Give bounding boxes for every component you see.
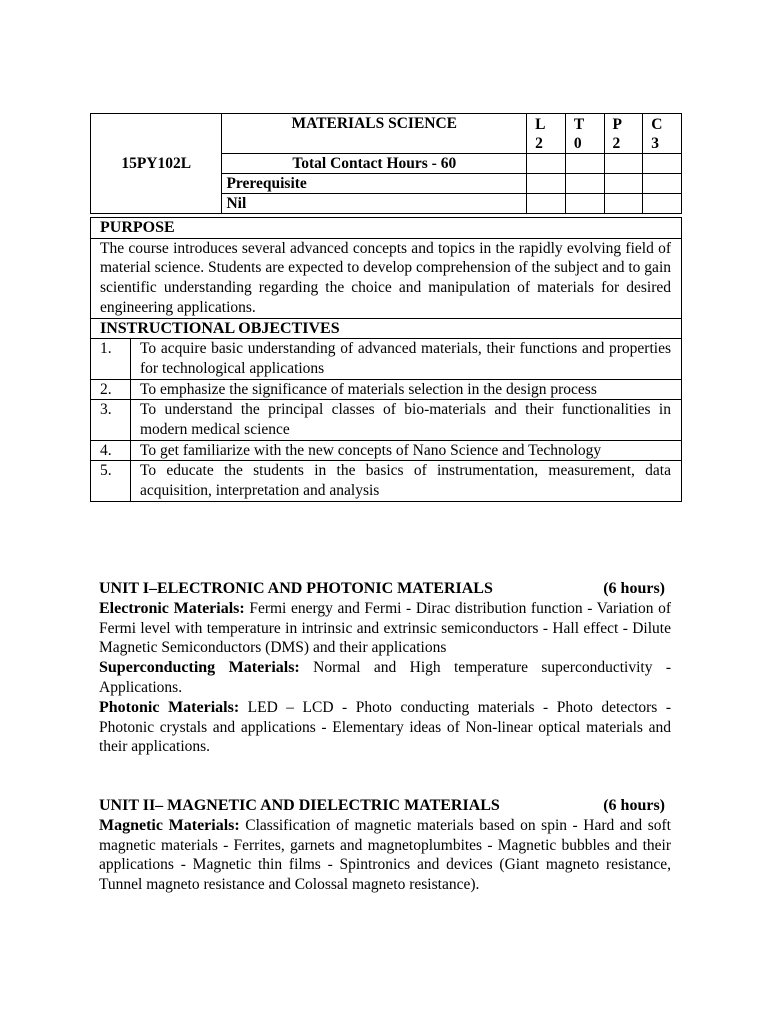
objective-number: 3. bbox=[91, 400, 131, 440]
objective-text: To understand the principal classes of bio-materials and their functionalities in modern medical science bbox=[131, 400, 682, 440]
objective-row bbox=[91, 339, 682, 379]
unit-1-heading bbox=[99, 579, 671, 599]
unit-2-heading bbox=[99, 796, 671, 816]
ltpc-t bbox=[565, 114, 604, 154]
objective-text: To educate the students in the basics of instrumentation, measurement, data acquisition, interpretation and analysis bbox=[131, 461, 682, 501]
section-label: Electronic Materials: bbox=[99, 599, 245, 617]
unit-2 bbox=[99, 796, 671, 895]
objective-text: To emphasize the significance of materials selection in the design process bbox=[131, 379, 682, 400]
section-label: Photonic Materials: bbox=[99, 698, 240, 716]
unit-2-hours: (6 hours) bbox=[603, 797, 665, 814]
ltpc-c-value: 3 bbox=[651, 134, 659, 152]
ltpc-p bbox=[604, 114, 643, 154]
objective-number: 5. bbox=[91, 461, 131, 501]
unit-2-section-magnetic bbox=[99, 816, 671, 895]
unit-1 bbox=[99, 579, 671, 757]
ltpc-c bbox=[643, 114, 682, 154]
prerequisite-value: Nil bbox=[222, 194, 527, 214]
contact-hours: Total Contact Hours - 60 bbox=[222, 154, 527, 174]
ltpc-c-label: C bbox=[651, 115, 663, 133]
section-text: Classification of magnetic materials based on spin - Hard and soft magnetic materials - Ferrites, garnets and magnetoplumbites - Magnetic bubbles and their applications - Magnetic thin films - Spintronics and devices (Giant magneto resistance, Tunnel magneto resistance and Colossal magneto resistance). bbox=[99, 816, 671, 894]
unit-1-section-superconducting bbox=[99, 658, 671, 698]
unit-1-hours: (6 hours) bbox=[603, 580, 665, 597]
ltpc-p-value: 2 bbox=[612, 134, 621, 152]
section-text: Fermi energy and Fermi - Dirac distribution function - Variation of Fermi level with temperature in intrinsic and extrinsic semiconductors - Hall effect - Dilute Magnetic Semiconductors (DMS) and their applications bbox=[99, 599, 672, 657]
objective-number: 4. bbox=[91, 440, 131, 461]
purpose-text: The course introduces several advanced concepts and topics in the rapidly evolving field of material science. Students are expected to develop comprehension of the subject and to gain scientific understanding regarding the choice and manipulation of materials for desired engineering applications. bbox=[91, 238, 682, 318]
ltpc-t-value: 0 bbox=[573, 134, 582, 152]
prerequisite-label: Prerequisite bbox=[222, 174, 527, 194]
section-label: Superconducting Materials: bbox=[99, 659, 300, 677]
objectives-heading: INSTRUCTIONAL OBJECTIVES bbox=[91, 318, 682, 339]
objective-row bbox=[91, 379, 682, 400]
unit-2-title: UNIT II– MAGNETIC AND DIELECTRIC MATERIALS bbox=[99, 797, 500, 814]
objective-row bbox=[91, 440, 682, 461]
section-text: LED – LCD - Photo conducting materials - Photo detectors - Photonic crystals and applications - Elementary ideas of Non-linear optical materials and their applications. bbox=[99, 698, 671, 756]
ltpc-p-label: P bbox=[612, 115, 622, 133]
course-code: 15PY102L bbox=[91, 114, 222, 214]
objective-text: To get familiarize with the new concepts of Nano Science and Technology bbox=[131, 440, 682, 461]
ltpc-t-label: T bbox=[573, 115, 585, 133]
purpose-objectives-table bbox=[90, 217, 682, 502]
objective-number: 2. bbox=[91, 379, 131, 400]
section-text: Normal and High temperature superconductivity - Applications. bbox=[99, 659, 671, 696]
unit-1-title: UNIT I–ELECTRONIC AND PHOTONIC MATERIALS bbox=[99, 580, 493, 597]
objective-row bbox=[91, 461, 682, 501]
course-title: MATERIALS SCIENCE bbox=[222, 114, 527, 154]
objective-number: 1. bbox=[91, 339, 131, 379]
ltpc-l-label: L bbox=[535, 115, 546, 133]
section-label: Magnetic Materials: bbox=[99, 816, 240, 834]
ltpc-l bbox=[527, 114, 566, 154]
ltpc-l-value: 2 bbox=[535, 134, 543, 152]
purpose-heading: PURPOSE bbox=[91, 218, 682, 239]
objective-row bbox=[91, 400, 682, 440]
course-header-table bbox=[90, 113, 682, 214]
unit-1-section-electronic bbox=[99, 599, 671, 658]
objective-text: To acquire basic understanding of advanced materials, their functions and properties for technological applications bbox=[131, 339, 682, 379]
unit-1-section-photonic bbox=[99, 698, 671, 757]
